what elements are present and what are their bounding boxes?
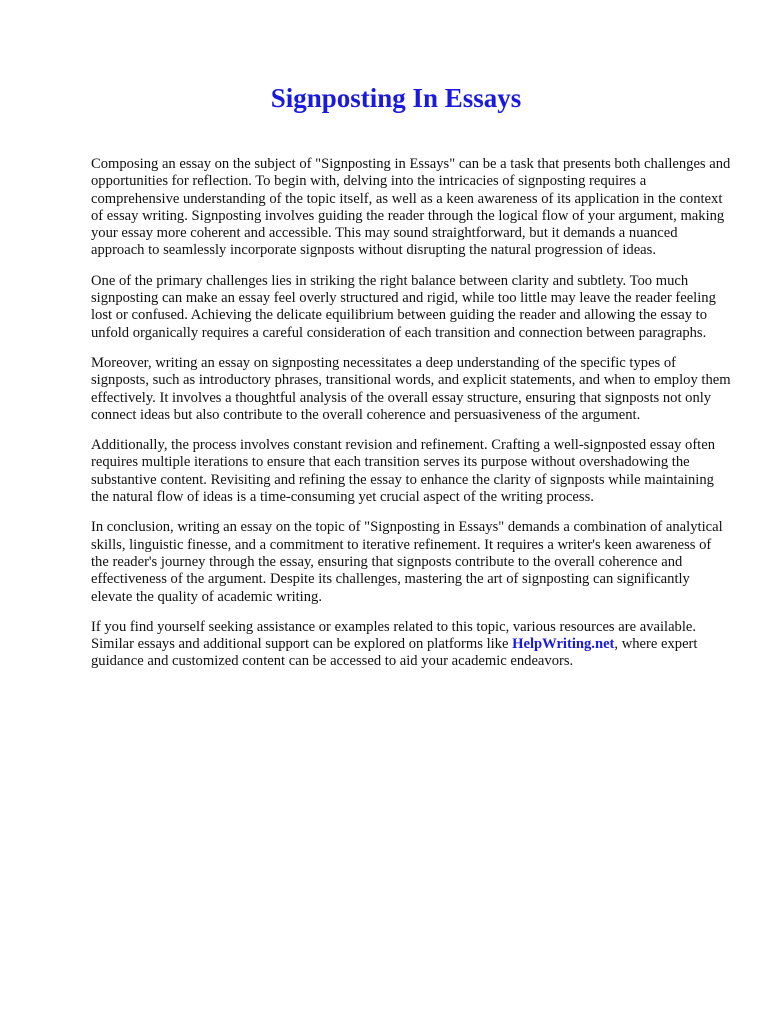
paragraph-4: Additionally, the process involves constant revision and refinement. Crafting a well-signposted essay often requires multiple iterations to ensure that each transition serves its purpose without overshadowing the substantive content. Revisiting and refining the essay to enhance the clarity of signposts while maintaining the natural flow of ideas is a time-consuming yet crucial aspect of the writing process. [91, 437, 716, 506]
helpwriting-link[interactable]: HelpWriting.net [512, 636, 615, 653]
paragraph-6 [91, 619, 731, 671]
page-title: Signposting In Essays [270, 83, 522, 113]
paragraph-6-text-after: , where expert guidance and customized content can be accessed to aid your academic endeavors. [91, 636, 698, 670]
paragraph-5: In conclusion, writing an essay on the topic of "Signposting in Essays" demands a combination of analytical skills, linguistic finesse, and a commitment to iterative refinement. It requires a writer's keen awareness of the reader's journey through the essay, ensuring that signposts contribute to the overall coherence and effectiveness of the argument. Despite its challenges, mastering the art of signposting can significantly elevate the quality of academic writing. [91, 519, 723, 605]
essay-body [91, 156, 731, 671]
paragraph-6-text-before: If you find yourself seeking assistance or examples related to this topic, various resources are available. Similar essays and additional support can be explored on platforms like [91, 618, 697, 653]
paragraph-2: One of the primary challenges lies in striking the right balance between clarity and subtlety. Too much signposting can make an essay feel overly structured and rigid, while too little may leave the reader feeling lost or confused. Achieving the delicate equilibrium between guiding the reader and allowing the essay to unfold organically requires a careful consideration of each transition and connection between paragraphs. [91, 272, 716, 341]
paragraph-1: Composing an essay on the subject of "Signposting in Essays" can be a task that presents both challenges and opportunities for reflection. To begin with, delving into the intricacies of signposting requires a comprehensive understanding of the topic itself, as well as a keen awareness of its application in the context of essay writing. Signposting involves guiding the reader through the logical flow of your argument, making your essay more coherent and accessible. This may sound straightforward, but it demands a nuanced approach to seamlessly incorporate signposts without disrupting the natural progression of ideas. [91, 156, 731, 259]
paragraph-3: Moreover, writing an essay on signposting necessitates a deep understanding of the specific types of signposts, such as introductory phrases, transitional words, and explicit statements, and when to employ them effectively. It involves a thoughtful analysis of the overall essay structure, ensuring that signposts not only connect ideas but also contribute to the overall coherence and persuasiveness of the argument. [91, 354, 731, 423]
